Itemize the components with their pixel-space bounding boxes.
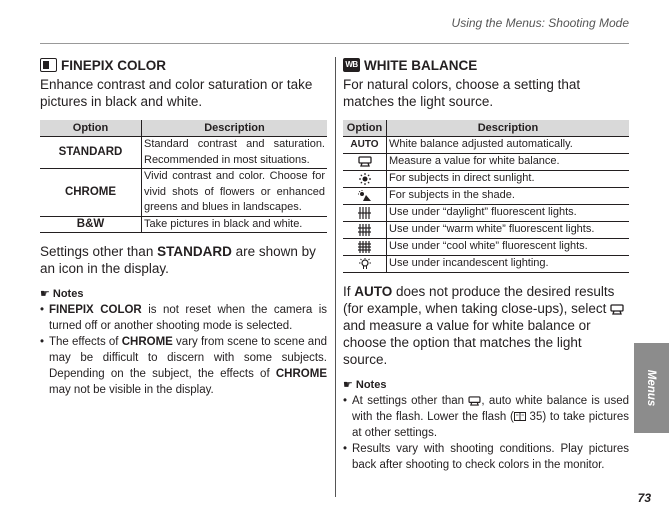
option-shade (343, 188, 387, 205)
option-custom (343, 154, 387, 171)
text-span: are shown by an icon in the display. (40, 244, 316, 276)
custom-wb-icon (358, 156, 372, 167)
notes-label: Notes (355, 378, 387, 391)
option-description: Use under “cool white” fluorescent lights. (387, 239, 630, 256)
option-description: Use under incandescent lighting. (387, 256, 630, 273)
notes-heading (40, 287, 327, 300)
option-standard: STANDARD (40, 137, 142, 169)
option-description: Use under “daylight” fluorescent lights. (387, 205, 630, 222)
table-row (343, 205, 629, 222)
option-fluorescent-warm (343, 222, 387, 239)
list-item (343, 393, 629, 441)
table-row (343, 171, 629, 188)
option-description: For subjects in direct sunlight. (387, 171, 630, 188)
white-balance-paragraph (343, 283, 629, 368)
option-sunlight (343, 171, 387, 188)
table-row (343, 222, 629, 239)
fluorescent-2-icon (358, 224, 372, 236)
finepix-color-lead: Enhance contrast and color saturation or take pictures in black and white. (40, 77, 313, 109)
option-chrome: CHROME (40, 169, 142, 217)
pointing-hand-icon: ☛ (343, 379, 353, 391)
text-span: does not produce the desired results (for example, when taking close-ups), select (343, 284, 615, 316)
header-rule (40, 43, 629, 44)
option-description: White balance adjusted automatically. (387, 137, 630, 154)
finepix-color-section (40, 56, 327, 398)
option-fluorescent-cool (343, 239, 387, 256)
running-head: Using the Menus: Shooting Mode (451, 16, 629, 30)
text-span: Results vary with shooting conditions. Play pictures back after shooting to check colors in the monitor. (352, 443, 629, 471)
option-description: Measure a value for white balance. (387, 154, 630, 171)
incandescent-icon (359, 258, 371, 270)
table-row (343, 256, 629, 273)
custom-wb-icon (610, 304, 624, 315)
pointing-hand-icon: ☛ (40, 288, 50, 300)
notes-label: Notes (52, 287, 84, 300)
fluorescent-1-icon (358, 207, 372, 219)
finepix-color-title: FINEPIX COLOR (61, 57, 167, 73)
notes-heading (343, 378, 629, 391)
white-balance-title: WHITE BALANCE (364, 57, 478, 73)
text-span: , auto white balance is used with the flash. Lower the flash ( (352, 395, 629, 423)
white-balance-lead: For natural colors, choose a setting that matches the light source. (343, 77, 581, 109)
bold-text: CHROME (121, 336, 173, 348)
option-description: Use under “warm white” fluorescent lights. (387, 222, 630, 239)
table-row (343, 137, 629, 154)
side-tab-label: Menus (645, 369, 658, 407)
text-span: ) to take pictures at other settings. (352, 411, 629, 439)
bold-text: CHROME (275, 368, 327, 380)
white-balance-table (343, 120, 629, 273)
list-item (40, 302, 327, 334)
page-number: 73 (637, 491, 651, 505)
table-row (40, 216, 327, 233)
text-span: and measure a value for white balance or choose the option that matches the light source. (343, 318, 591, 367)
sun-icon (359, 173, 371, 185)
finepix-color-paragraph (40, 243, 327, 277)
text-span: is not reset when the camera is turned off or another shooting mode is selected. (49, 304, 328, 332)
list-item (40, 334, 327, 398)
film-color-icon (40, 58, 57, 72)
white-balance-icon: WB (343, 58, 360, 72)
column-header-option: Option (40, 120, 142, 137)
text-span: vary from scene to scene and may be difficult to discern with some subjects. Depending on the subject, the effects of (49, 336, 327, 380)
bold-text: STANDARD (157, 244, 232, 259)
book-reference-icon (514, 412, 526, 421)
column-header-description: Description (387, 120, 630, 137)
table-row (343, 188, 629, 205)
table-row (343, 154, 629, 171)
column-divider (335, 57, 336, 497)
column-header-description: Description (142, 120, 328, 137)
table-row (40, 137, 327, 169)
option-fluorescent-daylight (343, 205, 387, 222)
text-span: If (343, 284, 355, 299)
option-bw: B&W (40, 216, 142, 233)
option-description: Vivid contrast and color. Choose for vivid shots of flowers or enhanced greens and blues in landscapes. (142, 169, 328, 217)
white-balance-section (343, 56, 629, 473)
column-header-option: Option (343, 120, 387, 137)
bold-text: AUTO (354, 284, 393, 299)
fluorescent-3-icon (358, 241, 372, 253)
table-row (40, 169, 327, 217)
finepix-color-table (40, 120, 327, 233)
section-title (343, 56, 629, 74)
custom-wb-icon (468, 396, 481, 406)
bold-text: FINEPIX COLOR (49, 304, 142, 316)
option-description: Take pictures in black and white. (142, 216, 328, 233)
side-tab-menus (634, 343, 669, 433)
text-span: Settings other than (40, 244, 158, 259)
option-description: For subjects in the shade. (387, 188, 630, 205)
option-description: Standard contrast and saturation. Recommended in most situations. (142, 137, 328, 169)
notes-list (343, 393, 629, 473)
text-span: The effects of (49, 336, 122, 348)
table-row (343, 239, 629, 256)
list-item (343, 441, 629, 473)
page-reference: 35 (529, 411, 543, 423)
option-auto: AUTO (343, 137, 387, 154)
text-span: At settings other than (352, 395, 469, 407)
shade-icon (358, 190, 372, 202)
text-span: may not be visible in the display. (49, 384, 214, 396)
notes-list (40, 302, 327, 398)
option-incandescent (343, 256, 387, 273)
section-title (40, 56, 327, 74)
